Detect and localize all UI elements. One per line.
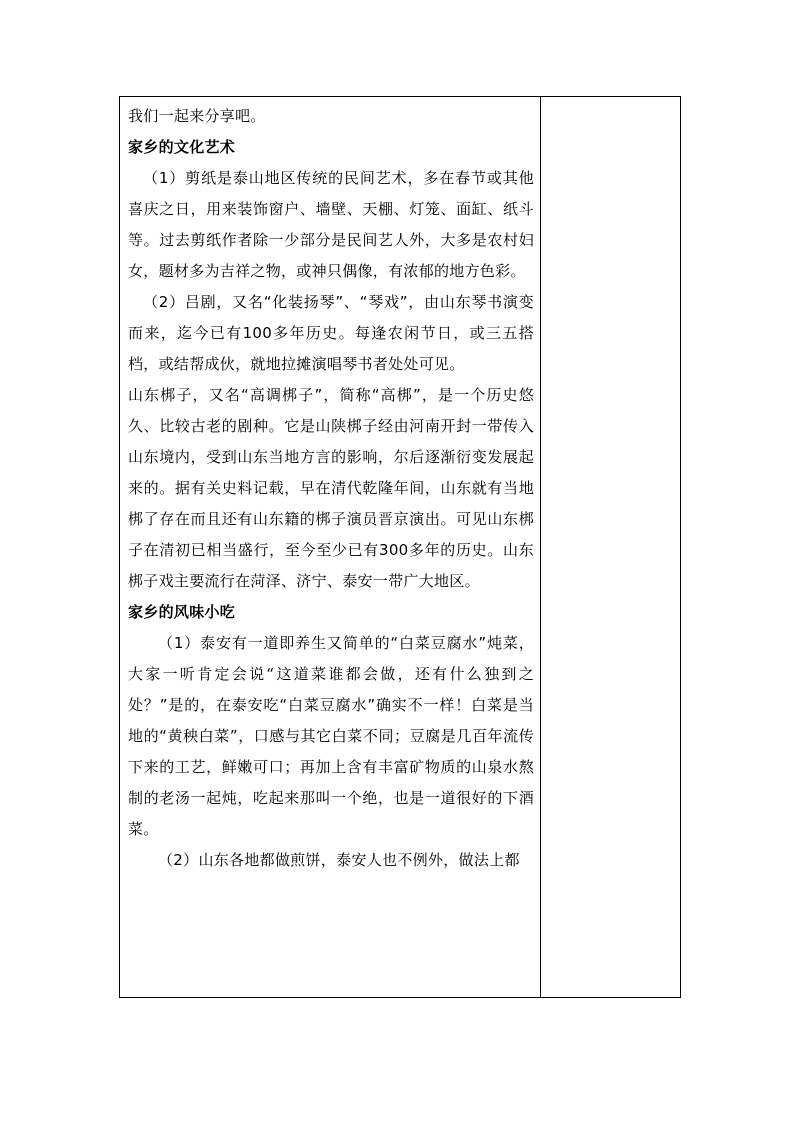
paragraph-papercut: （1）剪纸是泰山地区传统的民间艺术，多在春节或其他喜庆之日，用来装饰窗户、墙壁、天棚、灯笼、面缸、纸斗等。过去剪纸作者除一少部分是民间艺人外，大多是农村妇女，题材多为吉祥之物，或神只偶像，有浓郁的地方色彩。 — [128, 169, 534, 280]
content-table — [119, 96, 681, 998]
intro-paragraph: 我们一起来分享吧。 — [128, 107, 266, 125]
heading-culture-art: 家乡的文化艺术 — [128, 138, 236, 156]
paragraph-shandong-bangzi: 山东梆子，又名“高调梆子”，简称“高梆”，是一个历史悠久、比较古老的剧种。它是山陕梆子经由河南开封一带传入山东境内，受到山东当地方言的影响，尔后逐渐衍变发展起来的。据有关史料记载，早在清代乾隆年间，山东就有当地梆了存在而且还有山东籍的梆子演员晋京演出。可见山东梆子在清初已相当盛行，至今至少已有300多年的历史。山东梆子戏主要流行在菏泽、济宁、泰安一带广大地区。 — [128, 386, 534, 590]
heading-local-snacks: 家乡的风味小吃 — [128, 603, 236, 621]
main-text-cell — [128, 97, 534, 997]
notes-cell — [541, 97, 680, 997]
paragraph-tofu: （1）泰安有一道即养生又简单的“白菜豆腐水”炖菜，大家一听肯定会说“这道菜谁都会做，还有什么独到之处？”是的，在泰安吃“白菜豆腐水”确实不一样！白菜是当地的“黄秧白菜”，口感与其它白菜不同；豆腐是几百年流传下来的工艺，鲜嫩可口；再加上含有丰富矿物质的山泉水熬制的老汤一起炖，吃起来那叫一个绝，也是一道很好的下酒菜。 — [128, 634, 534, 838]
paragraph-jianbing: （2）山东各地都做煎饼，泰安人也不例外，做法上都 — [158, 851, 520, 869]
document-body — [128, 97, 534, 876]
paragraph-lvju: （2）吕剧，又名“化装扬琴”、“琴戏”，由山东琴书演变而来，迄今已有100多年历史。每逢农闲节日，或三五搭档，或结帮成伙，就地拉摊演唱琴书者处处可见。 — [128, 293, 534, 373]
